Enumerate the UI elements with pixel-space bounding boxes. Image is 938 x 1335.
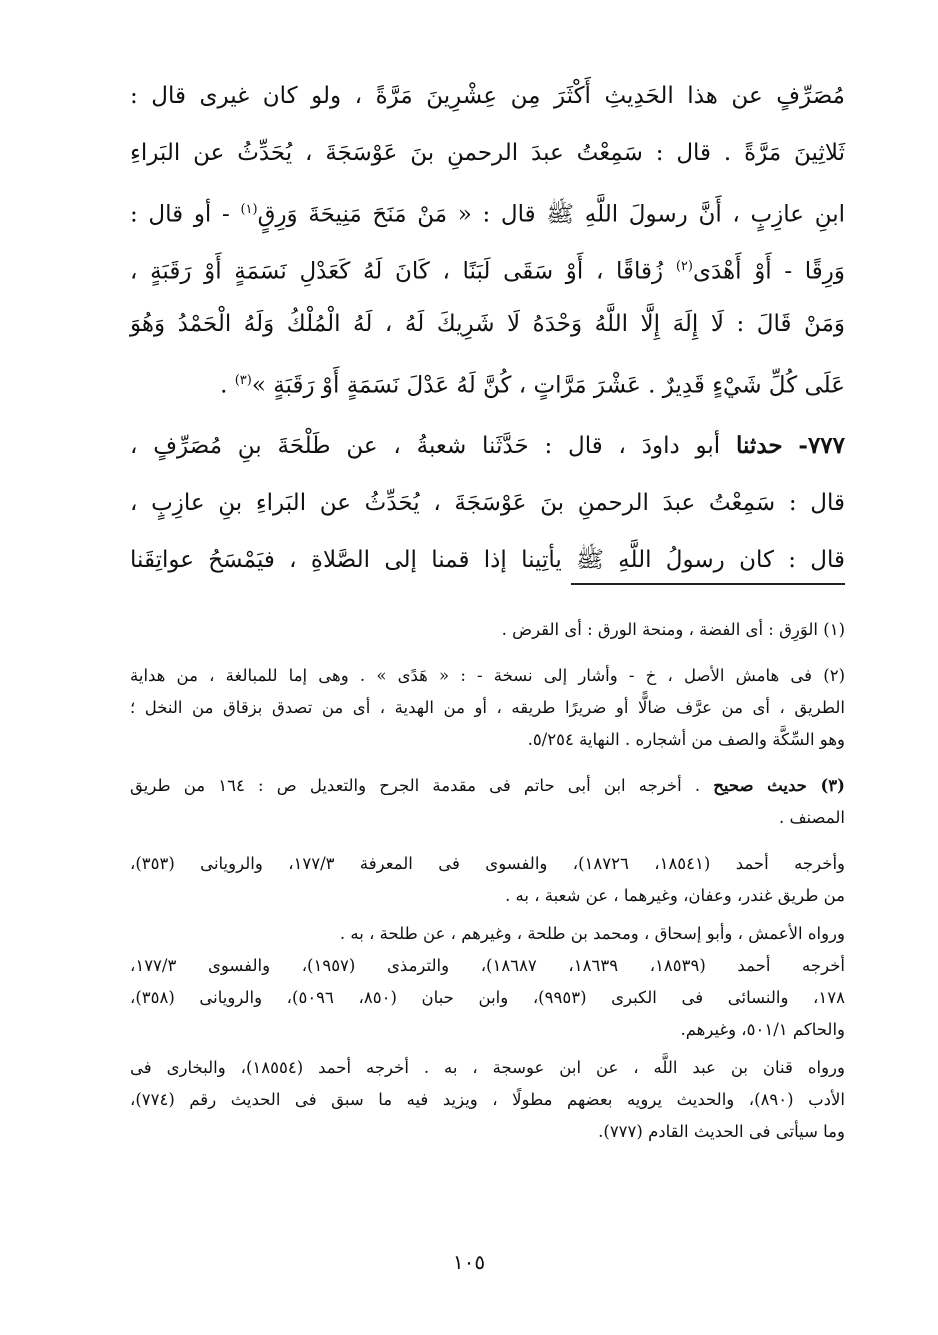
footnote-3-paragraph: من طريق غندر، وعفان، وغيرهما ، عن شعبة ، به . [505, 886, 845, 905]
footnote-3-paragraph: وأخرجه أحمد (١٨٥٤١، ١٨٧٢٦)، والفسوى فى المعرفة ١٧٧/٣، والرويانى (٣٥٣)، [130, 854, 845, 873]
footnote-2-line: الطريق ، أى من عرَّف ضالًّا أو ضريرًا طريقه ، أو من الهدية ، أى من تصدق بزقاق من النخل ؛ [130, 698, 845, 717]
page-number: ١٠٥ [452, 1250, 486, 1274]
footnote-3-paragraph: أخرجه أحمد (١٨٥٣٩، ١٨٦٣٩، ١٨٦٨٧)، والترمذى (١٩٥٧)، والفسوى ١٧٧/٣، [130, 956, 845, 975]
footnote-3-paragraph: الأدب (٨٩٠)، والحديث يرويه بعضهم مطولًا ، ويزيد فيه ما سبق فى الحديث رقم (٧٧٤)، [130, 1090, 845, 1109]
footnote-ref-2[interactable]: (٢) [675, 259, 693, 274]
text-line: قال : سَمِعْتُ عبدَ الرحمنِ بنَ عَوْسَجَةَ ، يُحَدِّثُ عن البَراءِ بنِ عازِبٍ ، [130, 490, 845, 516]
main-text [130, 78, 845, 599]
footnote-ref-3[interactable]: (٣) [234, 373, 252, 388]
text-line: ابنِ عازِبٍ ، أَنَّ رسولَ اللَّهِ ﷺ قال : « مَنْ مَنَحَ مَنِيحَةَ وَرِقٍ$^{(١)}$ - أو قال : [130, 201, 845, 228]
text-line: وَرِقًا - أَوْ أَهْدَى$^{(٢)}$ زُقاقًا ، أَوْ سَقَى لَبَنًا ، كَانَ لَهُ كَعَدْلِ نَسَمَةٍ أَوْ رَقَبَةٍ ، [130, 258, 845, 285]
footnote-3-line: المصنف . [778, 808, 845, 827]
footnote-ref-1[interactable]: (١) [240, 202, 258, 217]
footnote-3-paragraph: ورواه الأعمش ، وأبو إسحاق ، ومحمد بن طلحة ، وغيرهم ، عن طلحة ، به . [339, 924, 845, 943]
footnote-3-paragraph: والحاكم ٥٠١/١، وغيرهم. [680, 1020, 845, 1039]
footnote-3-paragraph: ١٧٨، والنسائى فى الكبرى (٩٩٥٣)، وابن حبان (٨٥٠، ٥٠٩٦)، والرويانى (٣٥٨)، [130, 988, 845, 1007]
footnote-1: (١) الوَرِق : أى الفضة ، ومنحة الورق : أى القرض . [501, 620, 845, 639]
text-line: وَمَنْ قَالَ : لَا إِلَهَ إِلَّا اللَّهُ وَحْدَهُ لَا شَرِيكَ لَهُ ، لَهُ الْمُلْكُ وَلَهُ الْحَمْدُ وَهُوَ [130, 311, 845, 337]
text-line: ثَلاثِينَ مَرَّةً . قال : سَمِعْتُ عبدَ الرحمنِ بنَ عَوْسَجَةَ ، يُحَدِّثُ عن البَراءِ [130, 140, 845, 166]
hadith-heading-line: ٧٧٧- حدثنا أبو داودَ ، قال : حَدَّثَنا شعبةُ ، عن طَلْحَةَ بنِ مُصَرِّفٍ ، [130, 432, 846, 459]
footnotes [130, 618, 845, 1152]
hadith-lead: حدثنا [735, 432, 783, 459]
text-line: عَلَى كُلِّ شَيْءٍ قَدِيرٌ . عَشْرَ مَرَّاتٍ ، كُنَّ لَهُ عَدْلَ نَسَمَةٍ أَوْ رَقَبَةٍ »$^{(٣)}$ . [220, 372, 845, 399]
text-line: مُصَرِّفٍ عن هذا الحَدِيثِ أَكْثَرَ مِن عِشْرِينَ مَرَّةً ، ولو كان غيرى قال : [130, 83, 845, 109]
text-line: قال : كان رسولُ اللَّهِ ﷺ يأتِينا إذا قمنا إلى الصَّلاةِ ، فيَمْسَحُ عواتِقَنا [130, 547, 845, 573]
footnote-3-label: (٣) حديث صحيح [713, 776, 845, 795]
footnote-3-paragraph: ورواه قنان بن عبد اللَّه ، عن ابن عوسجة ، به . أخرجه أحمد (١٨٥٥٤)، والبخارى فى [130, 1058, 845, 1077]
footnote-3-paragraph: وما سيأتى فى الحديث القادم (٧٧٧). [598, 1122, 845, 1141]
footnote-2-line: (٢) فى هامش الأصل ، خ - وأشار إلى نسخة - : « هَدًى » . وهى إما للمبالغة ، من هداية [130, 666, 845, 685]
footnote-separator [571, 583, 845, 585]
hadith-number: ٧٧٧- [798, 432, 846, 459]
footnote-3-line: (٣) حديث صحيح . أخرجه ابن أبى حاتم فى مقدمة الجرح والتعديل ص : ١٦٤ من طريق [130, 776, 845, 795]
footnote-2-line: وهو السِّكَّة والصف من أشجاره . النهاية ٥/٢٥٤. [527, 730, 845, 749]
